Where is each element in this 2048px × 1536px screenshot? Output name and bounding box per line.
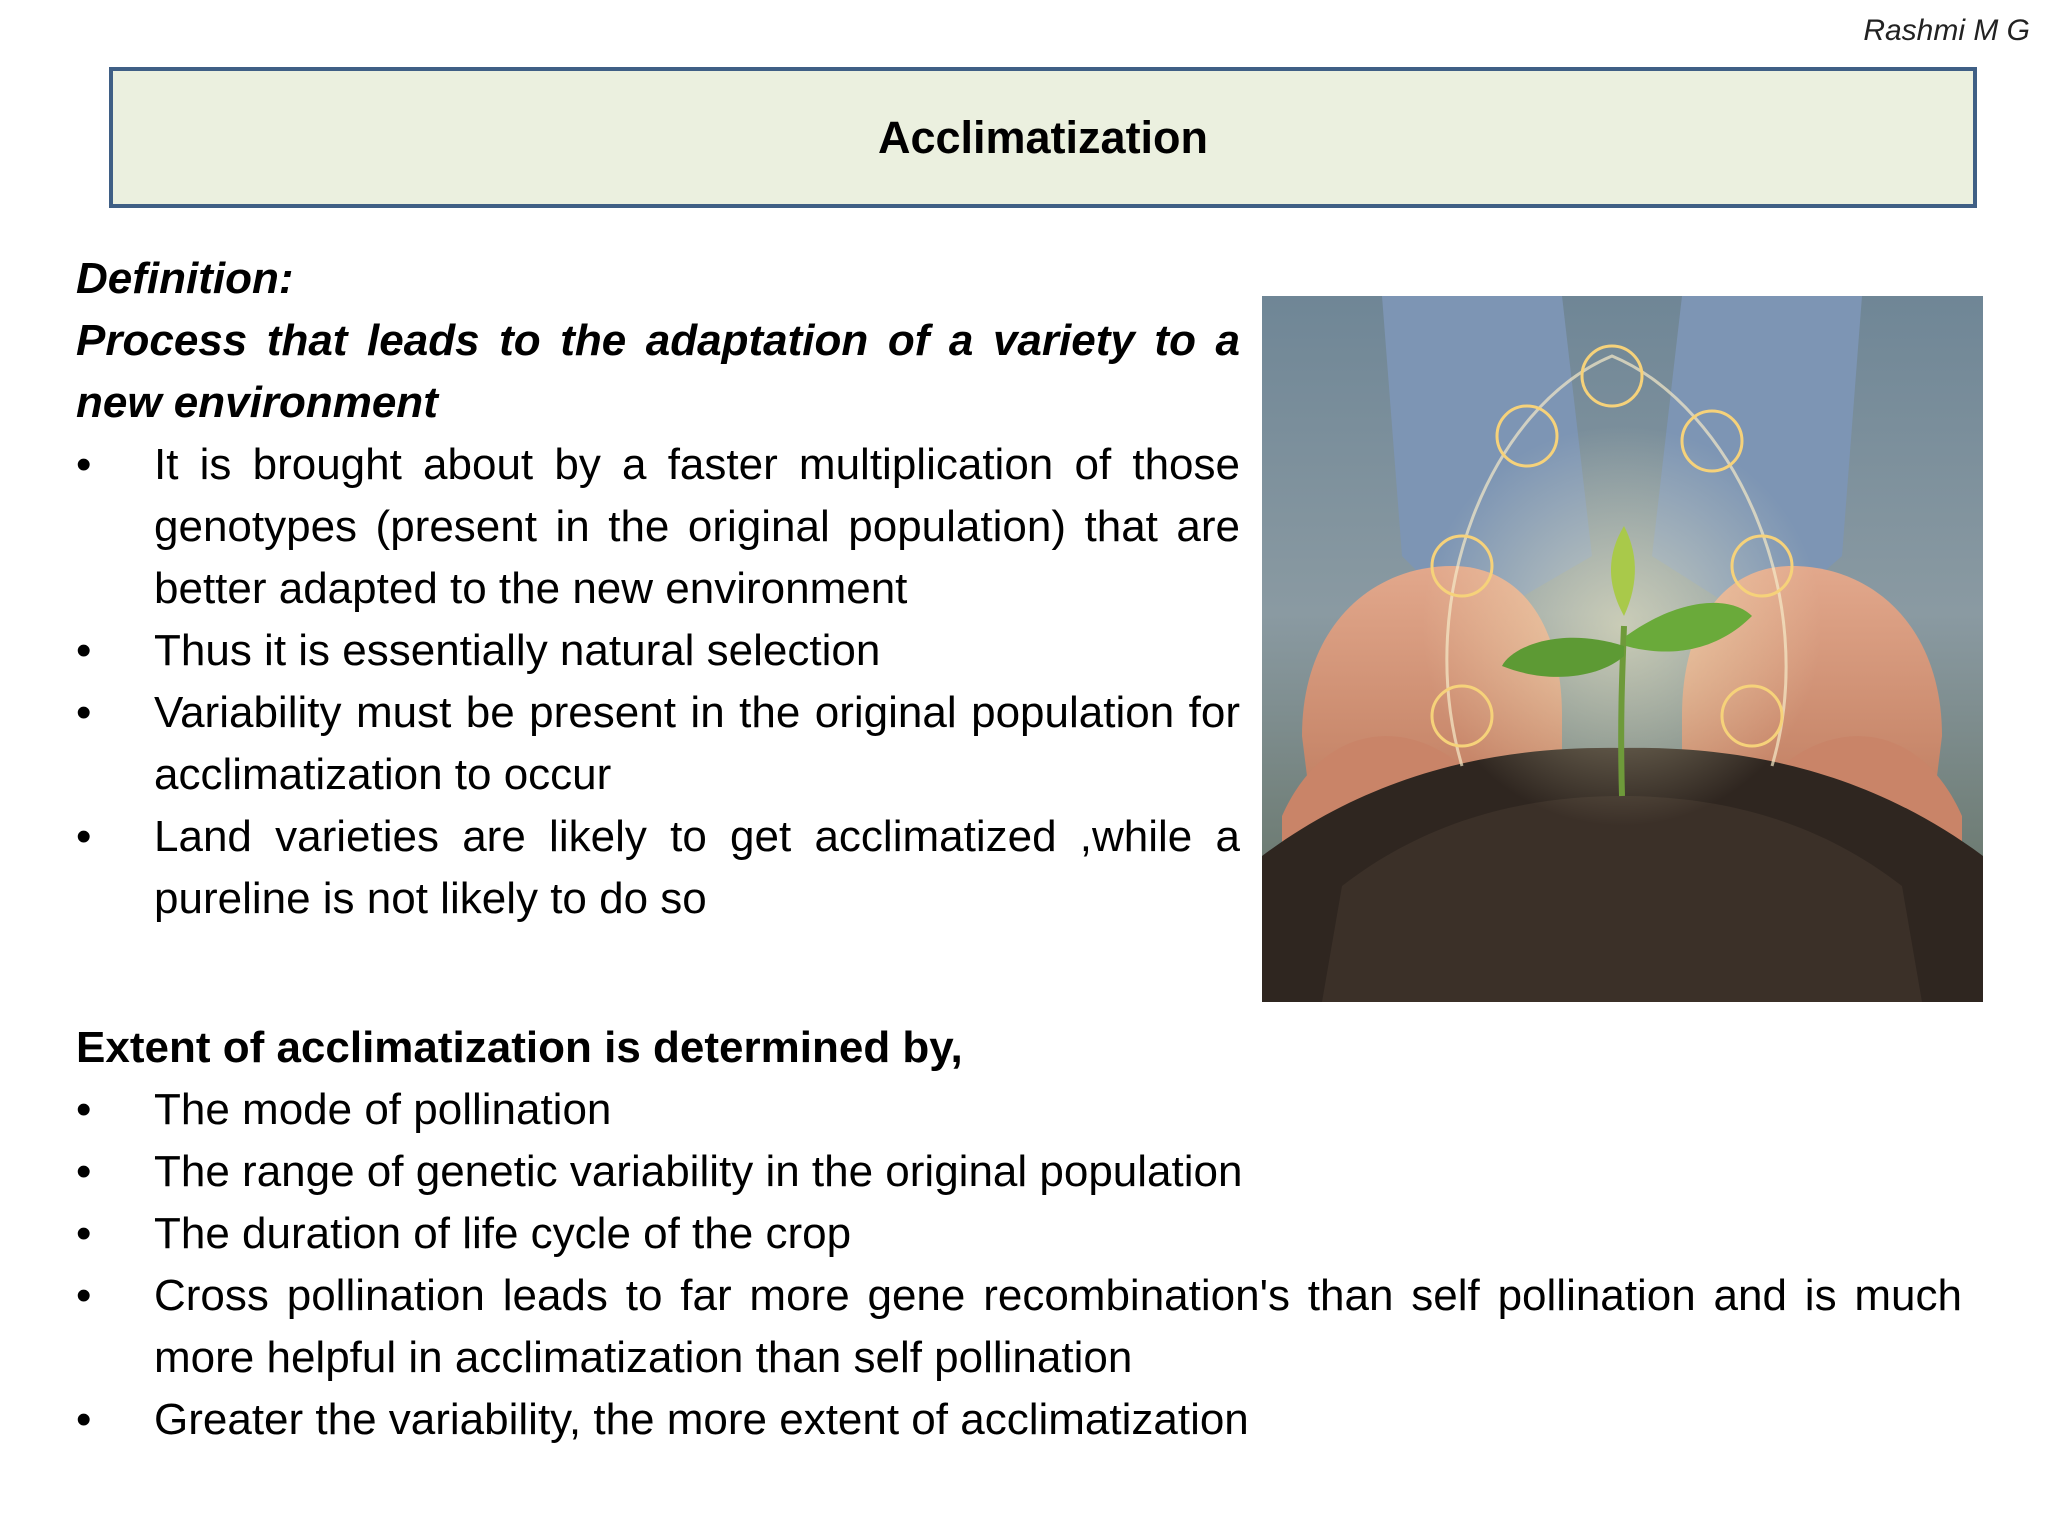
- bullet-list-extent: [76, 1079, 1962, 1451]
- author-name: Rashmi M G: [1863, 14, 2030, 47]
- list-item: • The mode of pollination: [76, 1079, 1962, 1141]
- list-item: • Greater the variability, the more extent of acclimatization: [76, 1389, 1962, 1451]
- extent-section: [76, 1017, 1962, 1451]
- list-item: • Cross pollination leads to far more gene recombination's than self pollination and is much more helpful in acclimatization than self pollination: [76, 1265, 1962, 1389]
- bullet-list-top: [76, 434, 1240, 930]
- list-item: • Thus it is essentially natural selection: [76, 620, 1240, 682]
- definition-heading: Definition:: [76, 254, 294, 303]
- definition-section: [76, 248, 1240, 930]
- slide-title: Acclimatization: [877, 111, 1209, 163]
- list-item: • It is brought about by a faster multiplication of those genotypes (present in the original population) that are better adapted to the new environment: [76, 434, 1240, 620]
- title-box: [109, 67, 1977, 208]
- list-item: • The duration of life cycle of the crop: [76, 1203, 1962, 1265]
- list-item: • Land varieties are likely to get acclimatized ,while a pureline is not likely to do so: [76, 806, 1240, 930]
- list-item: • Variability must be present in the original population for acclimatization to occur: [76, 682, 1240, 806]
- extent-heading: Extent of acclimatization is determined by,: [76, 1023, 963, 1072]
- seedling-photo: [1262, 296, 1983, 1002]
- list-item: • The range of genetic variability in the original population: [76, 1141, 1962, 1203]
- definition-text: Process that leads to the adaptation of a variety to a new environment: [76, 316, 1240, 427]
